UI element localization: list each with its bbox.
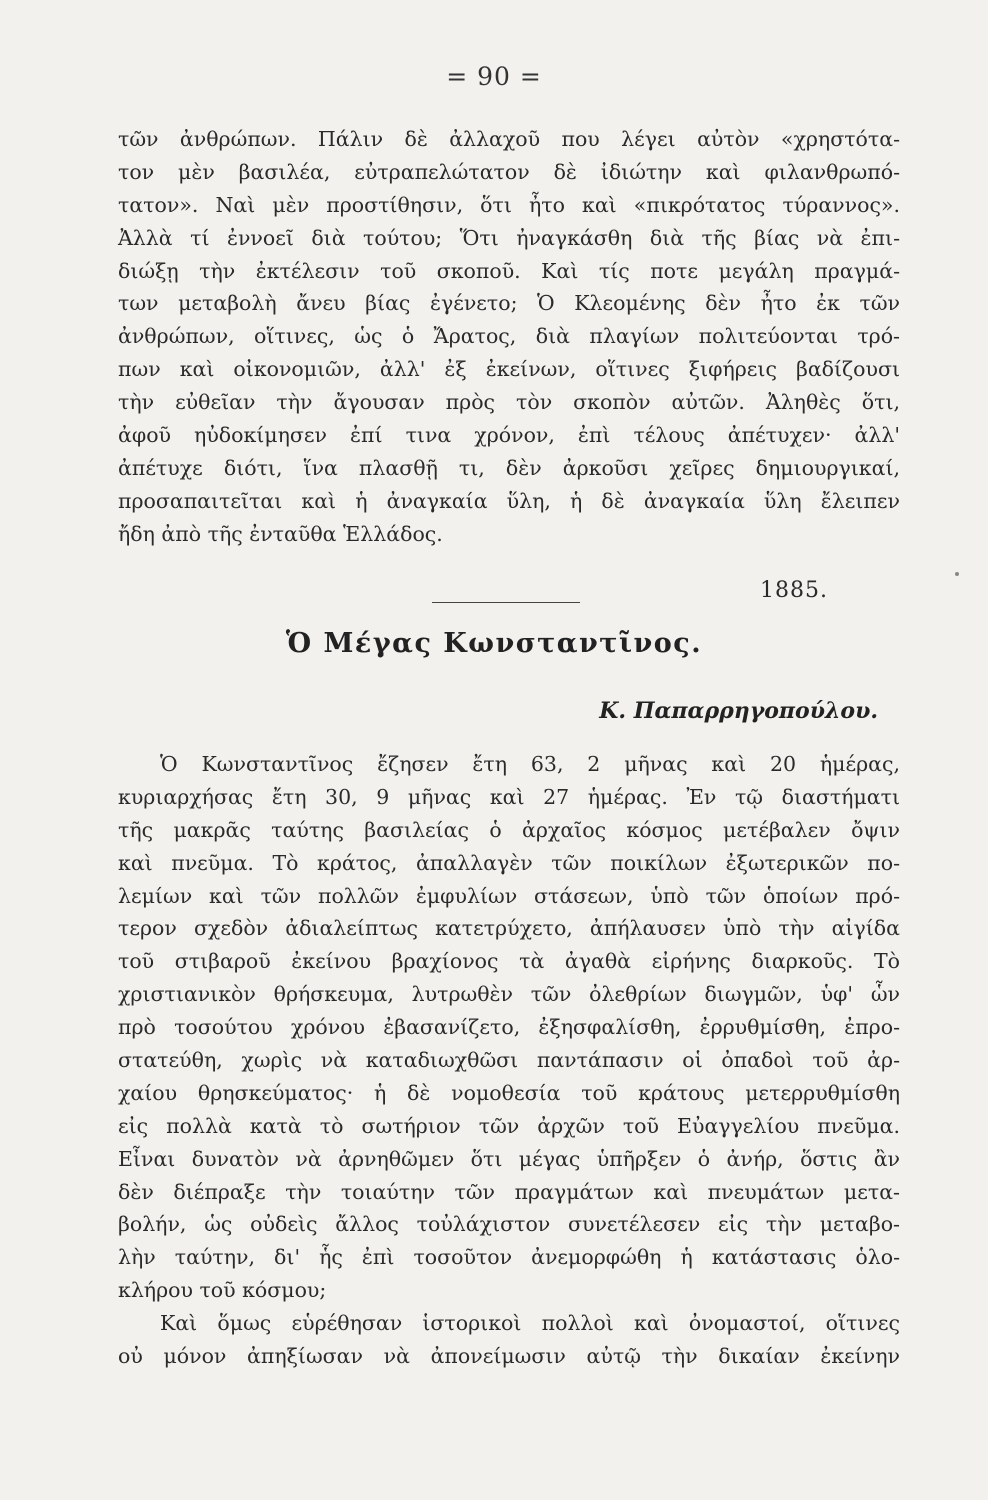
text-line: κυριαρχήσας ἔτη 30, 9 μῆνας καὶ 27 ἡμέρας. Ἐν τῷ διαστήματι (118, 784, 900, 809)
text-line: των μεταβολὴ ἄνευ βίας ἐγένετο; Ὁ Κλεομένης δὲν ἦτο ἐκ τῶν (118, 291, 900, 316)
text-line: κλήρου τοῦ κόσμου; (118, 1278, 327, 1303)
text-line: Εἶναι δυνατὸν νὰ ἀρνηθῶμεν ὅτι μέγας ὑπῆρξεν ὁ ἀνήρ, ὅστις ἂν (118, 1146, 900, 1171)
section-title: Ὁ Μέγας Κωνσταντῖνος. (285, 628, 703, 659)
paper-speck (955, 572, 959, 576)
text-line: ἀνθρώπων, οἵτινες, ὡς ὁ Ἄρατος, διὰ πλαγίων πολιτεύονται τρό- (118, 324, 900, 349)
text-line: προσαπαιτεῖται καὶ ἡ ἀναγκαία ὕλη, ἡ δὲ ἀναγκαία ὕλη ἔλειπεν (118, 488, 900, 513)
text-line: βολήν, ὡς οὐδεὶς ἄλλος τοὐλάχιστον συνετέλεσεν εἰς τὴν μεταβο- (118, 1212, 900, 1237)
text-line: ἀπέτυχε διότι, ἵνα πλασθῇ τι, δὲν ἀρκοῦσι χεῖρες δημιουργικαί, (118, 455, 900, 480)
text-line: λὴν ταύτην, δι' ἧς ἐπὶ τοσοῦτον ἀνεμορφώθη ἡ κατάστασις ὁλο- (118, 1245, 900, 1270)
text-line: Ἀλλὰ τί ἐννοεῖ διὰ τούτου; Ὅτι ἠναγκάσθη διὰ τῆς βίας νὰ ἐπι- (118, 225, 900, 250)
text-line: τον μὲν βασιλέα, εὐτραπελώτατον δὲ ἰδιώτην καὶ φιλανθρωπό- (118, 159, 900, 184)
text-line: τοῦ στιβαροῦ ἐκείνου βραχίονος τὰ ἀγαθὰ εἰρήνης διαρκοῦς. Τὸ (118, 949, 900, 974)
text-line: πρὸ τοσούτου χρόνου ἐβασανίζετο, ἐξησφαλίσθη, ἐρρυθμίσθη, ἐπρο- (118, 1015, 900, 1040)
paragraph-1 (118, 123, 900, 551)
text-line: καὶ πνεῦμα. Τὸ κράτος, ἀπαλλαγὲν τῶν ποικίλων ἐξωτερικῶν πο- (118, 850, 900, 875)
text-line: τῶν ἀνθρώπων. Πάλιν δὲ ἀλλαχοῦ που λέγει αὐτὸν «χρηστότα- (118, 127, 900, 151)
text-line: τατον». Ναὶ μὲν προστίθησιν, ὅτι ἦτο καὶ «πικρότατος τύραννος». (118, 192, 900, 217)
text-line: ἀφοῦ ηὐδοκίμησεν ἐπί τινα χρόνον, ἐπὶ τέλους ἀπέτυχεν· ἀλλ' (118, 423, 900, 448)
text-line: οὐ μόνον ἀπηξίωσαν νὰ ἀπονείμωσιν αὐτῷ τὴν δικαίαν ἐκείνην (118, 1344, 900, 1369)
text-line: τὴν εὐθεῖαν τὴν ἄγουσαν πρὸς τὸν σκοπὸν αὐτῶν. Ἀληθὲς ὅτι, (118, 390, 900, 415)
text-line: στατεύθη, χωρὶς νὰ καταδιωχθῶσι παντάπασιν οἱ ὀπαδοὶ τοῦ ἀρ- (118, 1048, 900, 1073)
section-divider (432, 602, 580, 603)
paragraph-2 (118, 748, 900, 1373)
text-line: λεμίων καὶ τῶν πολλῶν ἐμφυλίων στάσεων, ὑπὸ τῶν ὁποίων πρό- (118, 883, 900, 908)
text-line: ἤδη ἀπὸ τῆς ἐνταῦθα Ἑλλάδος. (118, 521, 443, 546)
author-name: Κ. Παπαρρηγοπούλου. (599, 698, 878, 724)
text-line: Καὶ ὅμως εὑρέθησαν ἱστορικοὶ πολλοὶ καὶ ὀνομαστοί, οἵτινες (160, 1311, 900, 1336)
text-line: δὲν διέπραξε τὴν τοιαύτην τῶν πραγμάτων καὶ πνευμάτων μετα- (118, 1179, 900, 1204)
text-line: χριστιανικὸν θρήσκευμα, λυτρωθὲν τῶν ὀλεθρίων διωγμῶν, ὑφ' ὧν (118, 982, 900, 1007)
year-date: 1885. (760, 578, 828, 603)
text-line: χαίου θρησκεύματος· ἡ δὲ νομοθεσία τοῦ κράτους μετερρυθμίσθη (118, 1080, 900, 1105)
text-line: διώξῃ τὴν ἐκτέλεσιν τοῦ σκοποῦ. Καὶ τίς ποτε μεγάλη πραγμά- (118, 258, 900, 283)
text-line: τῆς μακρᾶς ταύτης βασιλείας ὁ ἀρχαῖος κόσμος μετέβαλεν ὄψιν (118, 817, 900, 842)
page-number: = 90 = (446, 62, 542, 91)
text-line: πων καὶ οἰκονομιῶν, ἀλλ' ἐξ ἐκείνων, οἵτινες ξιφήρεις βαδίζουσι (118, 357, 900, 382)
text-line: εἰς πολλὰ κατὰ τὸ σωτήριον τῶν ἀρχῶν τοῦ Εὐαγγελίου πνεῦμα. (118, 1113, 900, 1138)
text-line: τερον σχεδὸν ἀδιαλείπτως κατετρύχετο, ἀπήλαυσεν ὑπὸ τὴν αἰγίδα (118, 916, 900, 941)
text-line: Ὁ Κωνσταντῖνος ἔζησεν ἔτη 63, 2 μῆνας καὶ 20 ἡμέρας, (160, 752, 900, 776)
